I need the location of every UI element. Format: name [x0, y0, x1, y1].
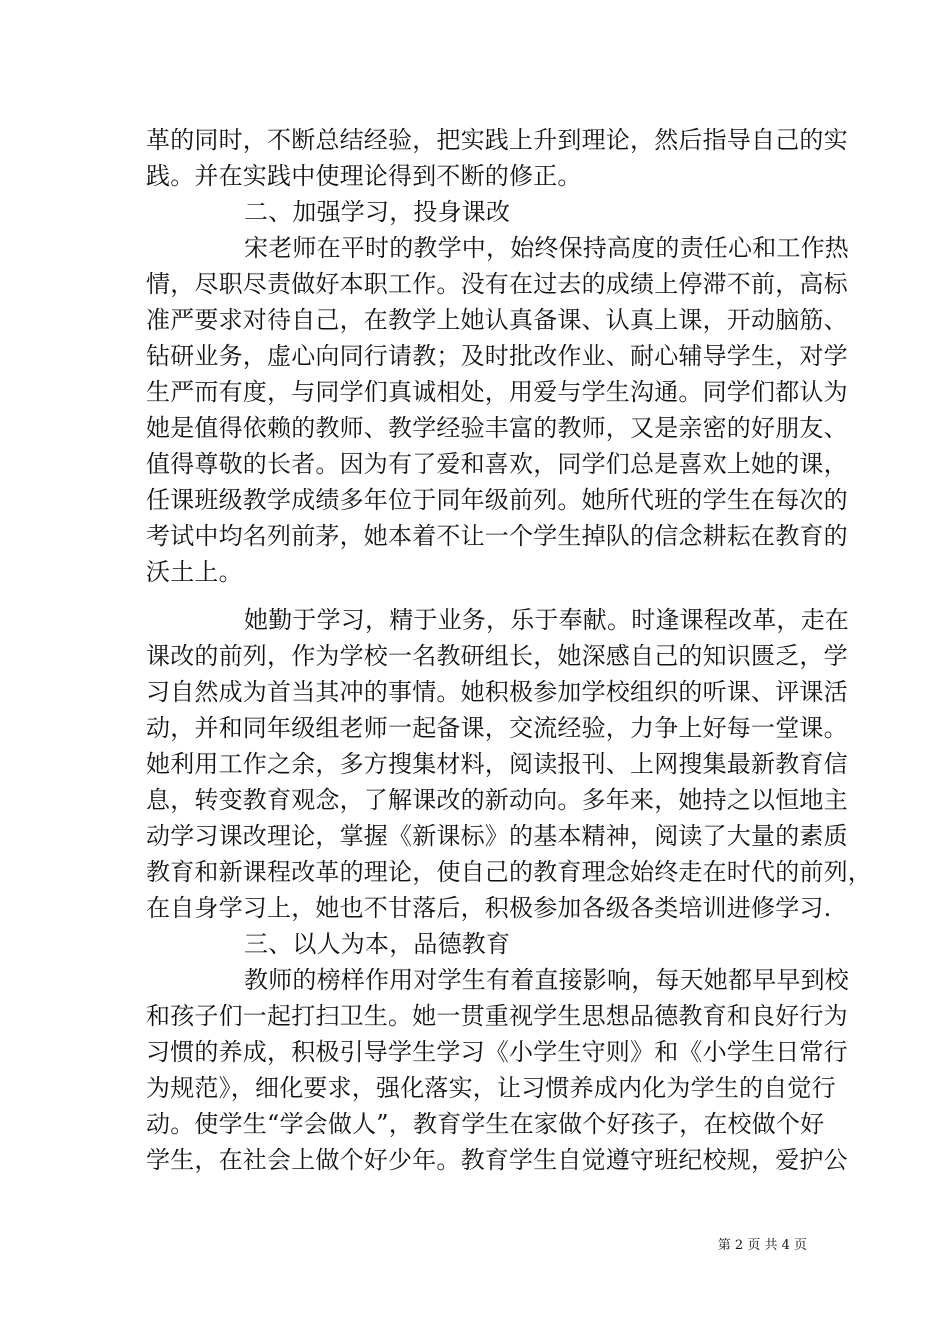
text-line: 为规范》，细化要求，强化落实，让习惯养成内化为学生的自觉行 [146, 1074, 836, 1102]
text-line: 钻研业务，虚心向同行请教；及时批改作业、耐心辅导学生，对学 [146, 342, 848, 370]
text-line: 践。并在实践中使理论得到不断的修正。 [146, 162, 582, 190]
text-line: 动。使学生“学会做人”，教育学生在家做个好孩子，在校做个好 [146, 1110, 825, 1138]
text-line: 她是值得依赖的教师、教学经验丰富的教师，又是亲密的好朋友、 [146, 414, 848, 442]
section-heading: 二、加强学习，投身课改 [244, 198, 511, 226]
page-number: 第 2 页 共 4 页 [717, 1238, 807, 1253]
text-line: 考试中均名列前茅，她本着不让一个学生掉队的信念耕耘在教育的 [146, 522, 848, 550]
text-line: 息，转变教育观念，了解课改的新动向。多年来，她持之以恒地主 [146, 786, 848, 814]
text-line: 革的同时，不断总结经验，把实践上升到理论，然后指导自己的实 [146, 126, 848, 154]
text-line: 宋老师在平时的教学中，始终保持高度的责任心和工作热 [244, 234, 849, 262]
text-line: 在自身学习上，她也不甘落后，积极参加各级各类培训进修学习. [146, 894, 832, 922]
text-line: 她利用工作之余，多方搜集材料，阅读报刊、上网搜集最新教育信 [146, 750, 848, 778]
text-line: 任课班级教学成绩多年位于同年级前列。她所代班的学生在每次的 [146, 486, 848, 514]
text-line: 教育和新课程改革的理论，使自己的教育理念始终走在时代的前列， [146, 858, 872, 886]
text-line: 生严而有度，与同学们真诚相处，用爱与学生沟通。同学们都认为 [146, 378, 848, 406]
text-line: 习惯的养成，积极引导学生学习《小学生守则》和《小学生日常行 [146, 1038, 848, 1066]
text-line: 动学习课改理论，掌握《新课标》的基本精神，阅读了大量的素质 [146, 822, 848, 850]
text-line: 教师的榜样作用对学生有着直接影响，每天她都早早到校 [244, 966, 849, 994]
text-line: 学生，在社会上做个好少年。教育学生自觉遵守班纪校规，爱护公 [146, 1146, 848, 1174]
text-line: 动，并和同年级组老师一起备课，交流经验，力争上好每一堂课。 [146, 714, 848, 742]
text-line: 情，尽职尽责做好本职工作。没有在过去的成绩上停滞不前，高标 [146, 270, 848, 298]
text-line: 和孩子们一起打扫卫生。她一贯重视学生思想品德教育和良好行为 [146, 1002, 848, 1030]
text-line: 她勤于学习，精于业务，乐于奉献。时逢课程改革，走在 [244, 606, 849, 634]
text-line: 值得尊敬的长者。因为有了爱和喜欢，同学们总是喜欢上她的课， [146, 450, 848, 478]
text-line: 沃土上。 [146, 558, 243, 586]
section-heading: 三、以人为本，品德教育 [244, 930, 511, 958]
text-line: 习自然成为首当其冲的事情。她积极参加学校组织的听课、评课活 [146, 678, 848, 706]
text-line: 课改的前列，作为学校一名教研组长，她深感自己的知识匮乏，学 [146, 642, 848, 670]
text-line: 准严要求对待自己，在教学上她认真备课、认真上课，开动脑筋、 [146, 306, 848, 334]
